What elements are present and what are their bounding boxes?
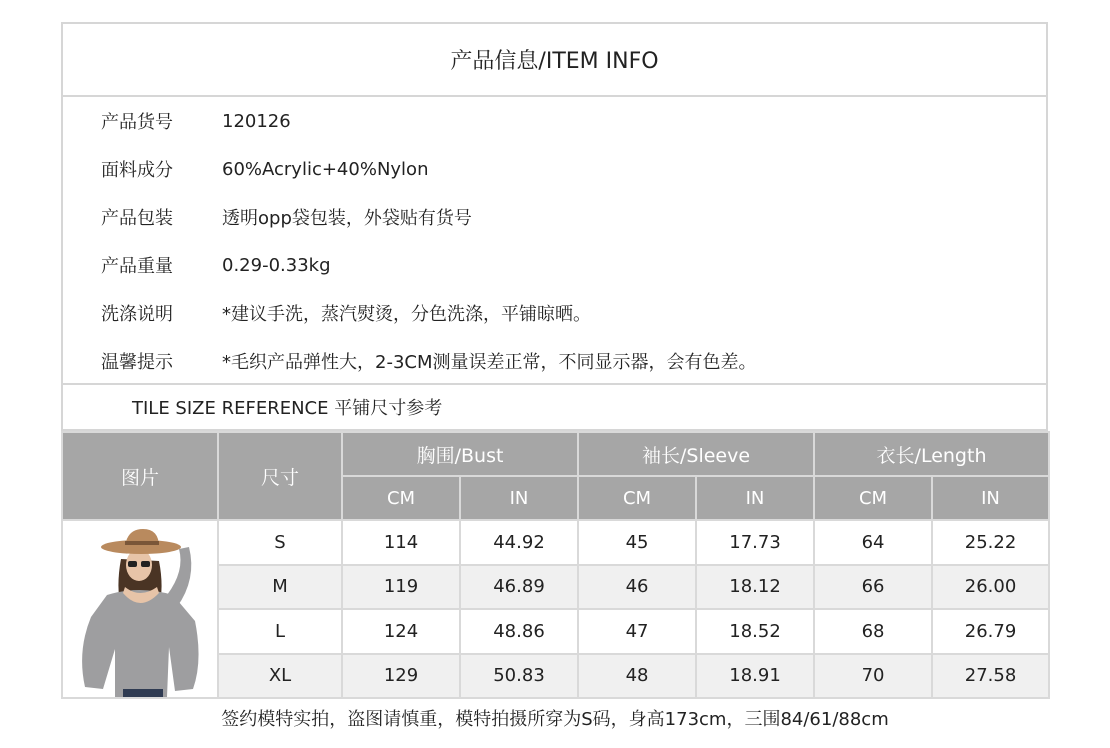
info-row-washing	[63, 289, 1046, 337]
value-cell: 50.83	[460, 654, 578, 699]
info-row-item-no	[63, 97, 1046, 145]
value-cell: 119	[342, 565, 460, 610]
value-cell: 70	[814, 654, 932, 699]
value-cell: 27.58	[932, 654, 1049, 699]
info-label: 面料成分	[101, 160, 173, 181]
size-cell: M	[218, 565, 342, 610]
value-cell: 26.00	[932, 565, 1049, 610]
value-cell: 18.12	[696, 565, 814, 610]
header-unit: IN	[696, 476, 814, 520]
value-cell: 66	[814, 565, 932, 610]
info-label: 产品重量	[101, 256, 173, 277]
header-unit: IN	[932, 476, 1049, 520]
info-row-fabric	[63, 145, 1046, 193]
value-cell: 129	[342, 654, 460, 699]
model-photo	[62, 520, 218, 698]
value-cell: 124	[342, 609, 460, 654]
info-value: *建议手洗，蒸汽熨烫，分色洗涤，平铺晾晒。	[222, 304, 591, 325]
size-cell: S	[218, 520, 342, 565]
header-sleeve: 袖长/Sleeve	[578, 432, 814, 476]
value-cell: 18.52	[696, 609, 814, 654]
value-cell: 46	[578, 565, 696, 610]
info-row-tips	[63, 337, 1046, 385]
size-table	[61, 431, 1050, 699]
value-cell: 68	[814, 609, 932, 654]
value-cell: 114	[342, 520, 460, 565]
header-unit: IN	[460, 476, 578, 520]
info-value: 透明opp袋包装，外袋贴有货号	[222, 208, 472, 229]
value-cell: 25.22	[932, 520, 1049, 565]
info-section	[63, 97, 1046, 385]
value-cell: 17.73	[696, 520, 814, 565]
value-cell: 45	[578, 520, 696, 565]
info-label: 洗涤说明	[101, 304, 173, 325]
header-unit: CM	[814, 476, 932, 520]
size-reference-heading	[63, 383, 1046, 431]
value-cell: 64	[814, 520, 932, 565]
value-cell: 48	[578, 654, 696, 699]
header-size: 尺寸	[218, 432, 342, 520]
info-value: *毛织产品弹性大，2-3CM测量误差正常，不同显示器，会有色差。	[222, 352, 757, 373]
value-cell: 46.89	[460, 565, 578, 610]
info-value: 0.29-0.33kg	[222, 254, 331, 276]
table-row	[62, 520, 1049, 565]
value-cell: 26.79	[932, 609, 1049, 654]
value-cell: 18.91	[696, 654, 814, 699]
size-cell: XL	[218, 654, 342, 699]
value-cell: 47	[578, 609, 696, 654]
value-cell: 44.92	[460, 520, 578, 565]
header-bust: 胸围/Bust	[342, 432, 578, 476]
size-reference-label: TILE SIZE REFERENCE 平铺尺寸参考	[132, 398, 443, 419]
info-value: 120126	[222, 110, 291, 132]
value-cell: 48.86	[460, 609, 578, 654]
info-label: 温馨提示	[101, 352, 173, 373]
header-unit: CM	[342, 476, 460, 520]
info-label: 产品货号	[101, 112, 173, 133]
model-photo-illustration	[63, 521, 217, 697]
header-unit: CM	[578, 476, 696, 520]
page-title: 产品信息/ITEM INFO	[63, 24, 1046, 97]
size-cell: L	[218, 609, 342, 654]
info-row-packaging	[63, 193, 1046, 241]
product-info-card	[61, 22, 1048, 693]
info-value: 60%Acrylic+40%Nylon	[222, 158, 429, 180]
header-length: 衣长/Length	[814, 432, 1049, 476]
footer-note: 签约模特实拍，盗图请慎重，模特拍摄所穿为S码，身高173cm，三围84/61/88cm	[221, 709, 889, 730]
table-header-row	[62, 432, 1049, 476]
header-picture: 图片	[62, 432, 218, 520]
info-row-weight	[63, 241, 1046, 289]
info-label: 产品包装	[101, 208, 173, 229]
